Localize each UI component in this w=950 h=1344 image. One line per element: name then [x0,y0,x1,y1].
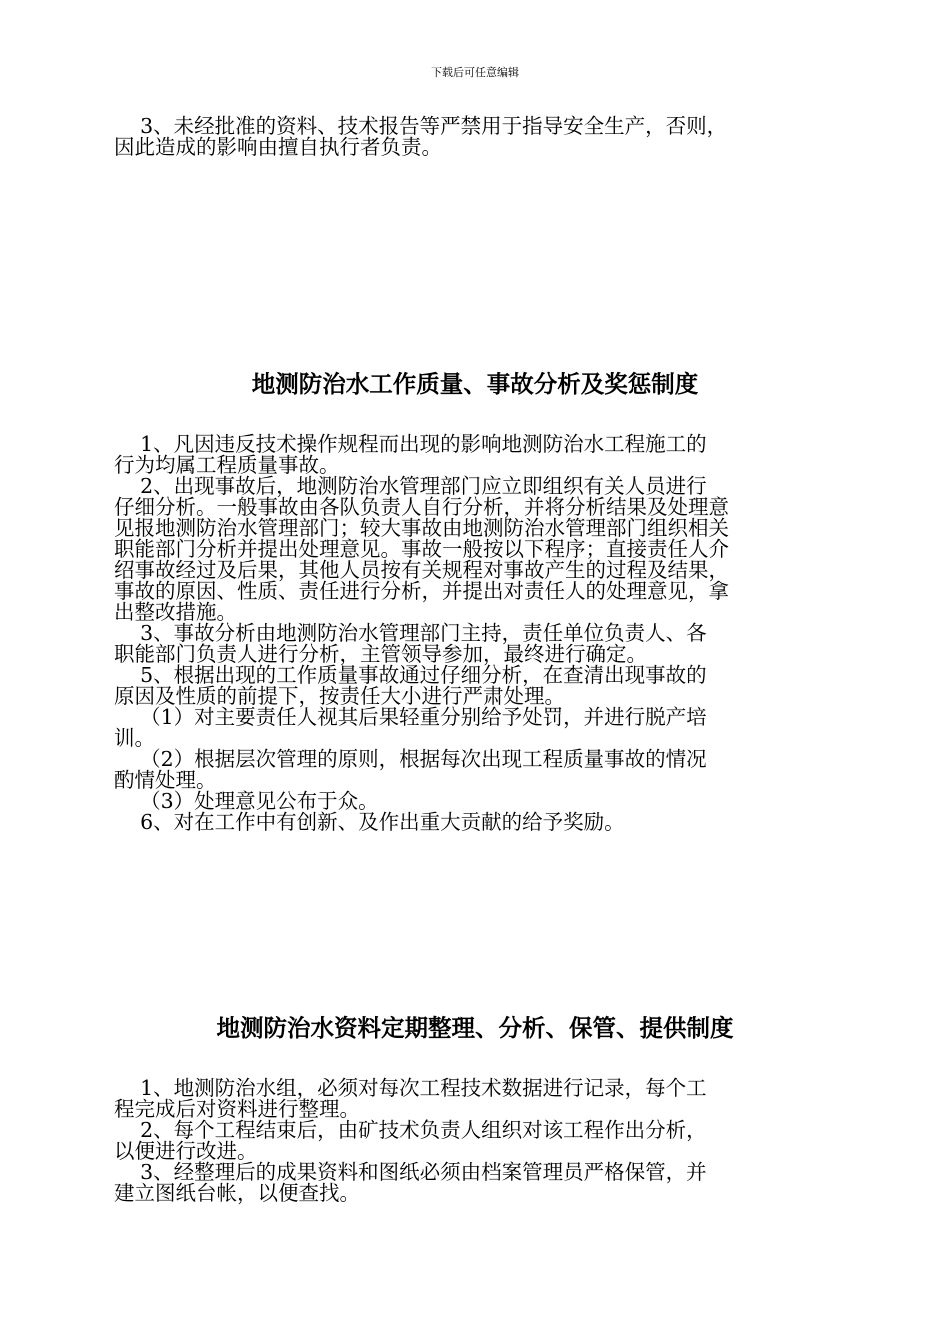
text-line: 因此造成的影响由擅自执行者负责。 [114,135,442,159]
text-line: 训。 [114,726,155,750]
text-line: 见报地测防治水管理部门；较大事故由地测防治水管理部门组织相关 [114,516,729,540]
text-line: 以便进行改进。 [114,1139,258,1163]
intro-paragraph [114,116,834,158]
text-line: 1、地测防治水组，必须对每次工程技术数据进行记录，每个工 [114,1076,707,1100]
text-line: （3）处理意见公布于众。 [114,789,379,813]
text-line: 程完成后对资料进行整理。 [114,1097,360,1121]
text-line: 酌情处理。 [114,768,217,792]
text-line: 原因及性质的前提下，按责任大小进行严肃处理。 [114,684,565,708]
records-management-paragraphs [114,1078,834,1204]
text-line: （1）对主要责任人视其后果轻重分别给予处罚，并进行脱产培 [114,705,707,729]
text-line: 3、事故分析由地测防治水管理部门主持，责任单位负责人、各 [114,621,707,645]
text-line: 2、出现事故后，地测防治水管理部门应立即组织有关人员进行 [114,474,707,498]
section-title-records-management: 地测防治水资料定期整理、分析、保管、提供制度 [216,1014,734,1042]
text-line: 职能部门分析并提出处理意见。事故一般按以下程序；直接责任人介 [114,537,729,561]
text-line: （2）根据层次管理的原则，根据每次出现工程质量事故的情况 [114,747,707,771]
text-line: 事故的原因、性质、责任进行分析，并提出对责任人的处理意见，拿 [114,579,729,603]
section-title-quality-accident: 地测防治水工作质量、事故分析及奖惩制度 [251,370,699,398]
text-line: 绍事故经过及后果，其他人员按有关规程对事故产生的过程及结果， [114,558,729,582]
text-line: 建立图纸台帐，以便查找。 [114,1181,360,1205]
text-line: 仔细分析。一般事故由各队负责人自行分析，并将分析结果及处理意 [114,495,729,519]
text-line: 行为均属工程质量事故。 [114,453,340,477]
text-line: 出整改措施。 [114,600,237,624]
text-line: 2、每个工程结束后，由矿技术负责人组织对该工程作出分析， [114,1118,707,1142]
text-line: 1、凡因违反技术操作规程而出现的影响地测防治水工程施工的 [114,432,707,456]
text-line: 6、对在工作中有创新、及作出重大贡献的给予奖励。 [114,810,625,834]
text-line: 5、根据出现的工作质量事故通过仔细分析，在查清出现事故的 [114,663,707,687]
text-line: 3、经整理后的成果资料和图纸必须由档案管理员严格保管，并 [114,1160,707,1184]
text-line: 职能部门负责人进行分析，主管领导参加，最终进行确定。 [114,642,647,666]
quality-accident-paragraphs [114,434,834,833]
page-header: 下载后可任意编辑 [431,66,519,79]
text-line: 3、未经批准的资料、技术报告等严禁用于指导安全生产，否则， [114,114,728,138]
